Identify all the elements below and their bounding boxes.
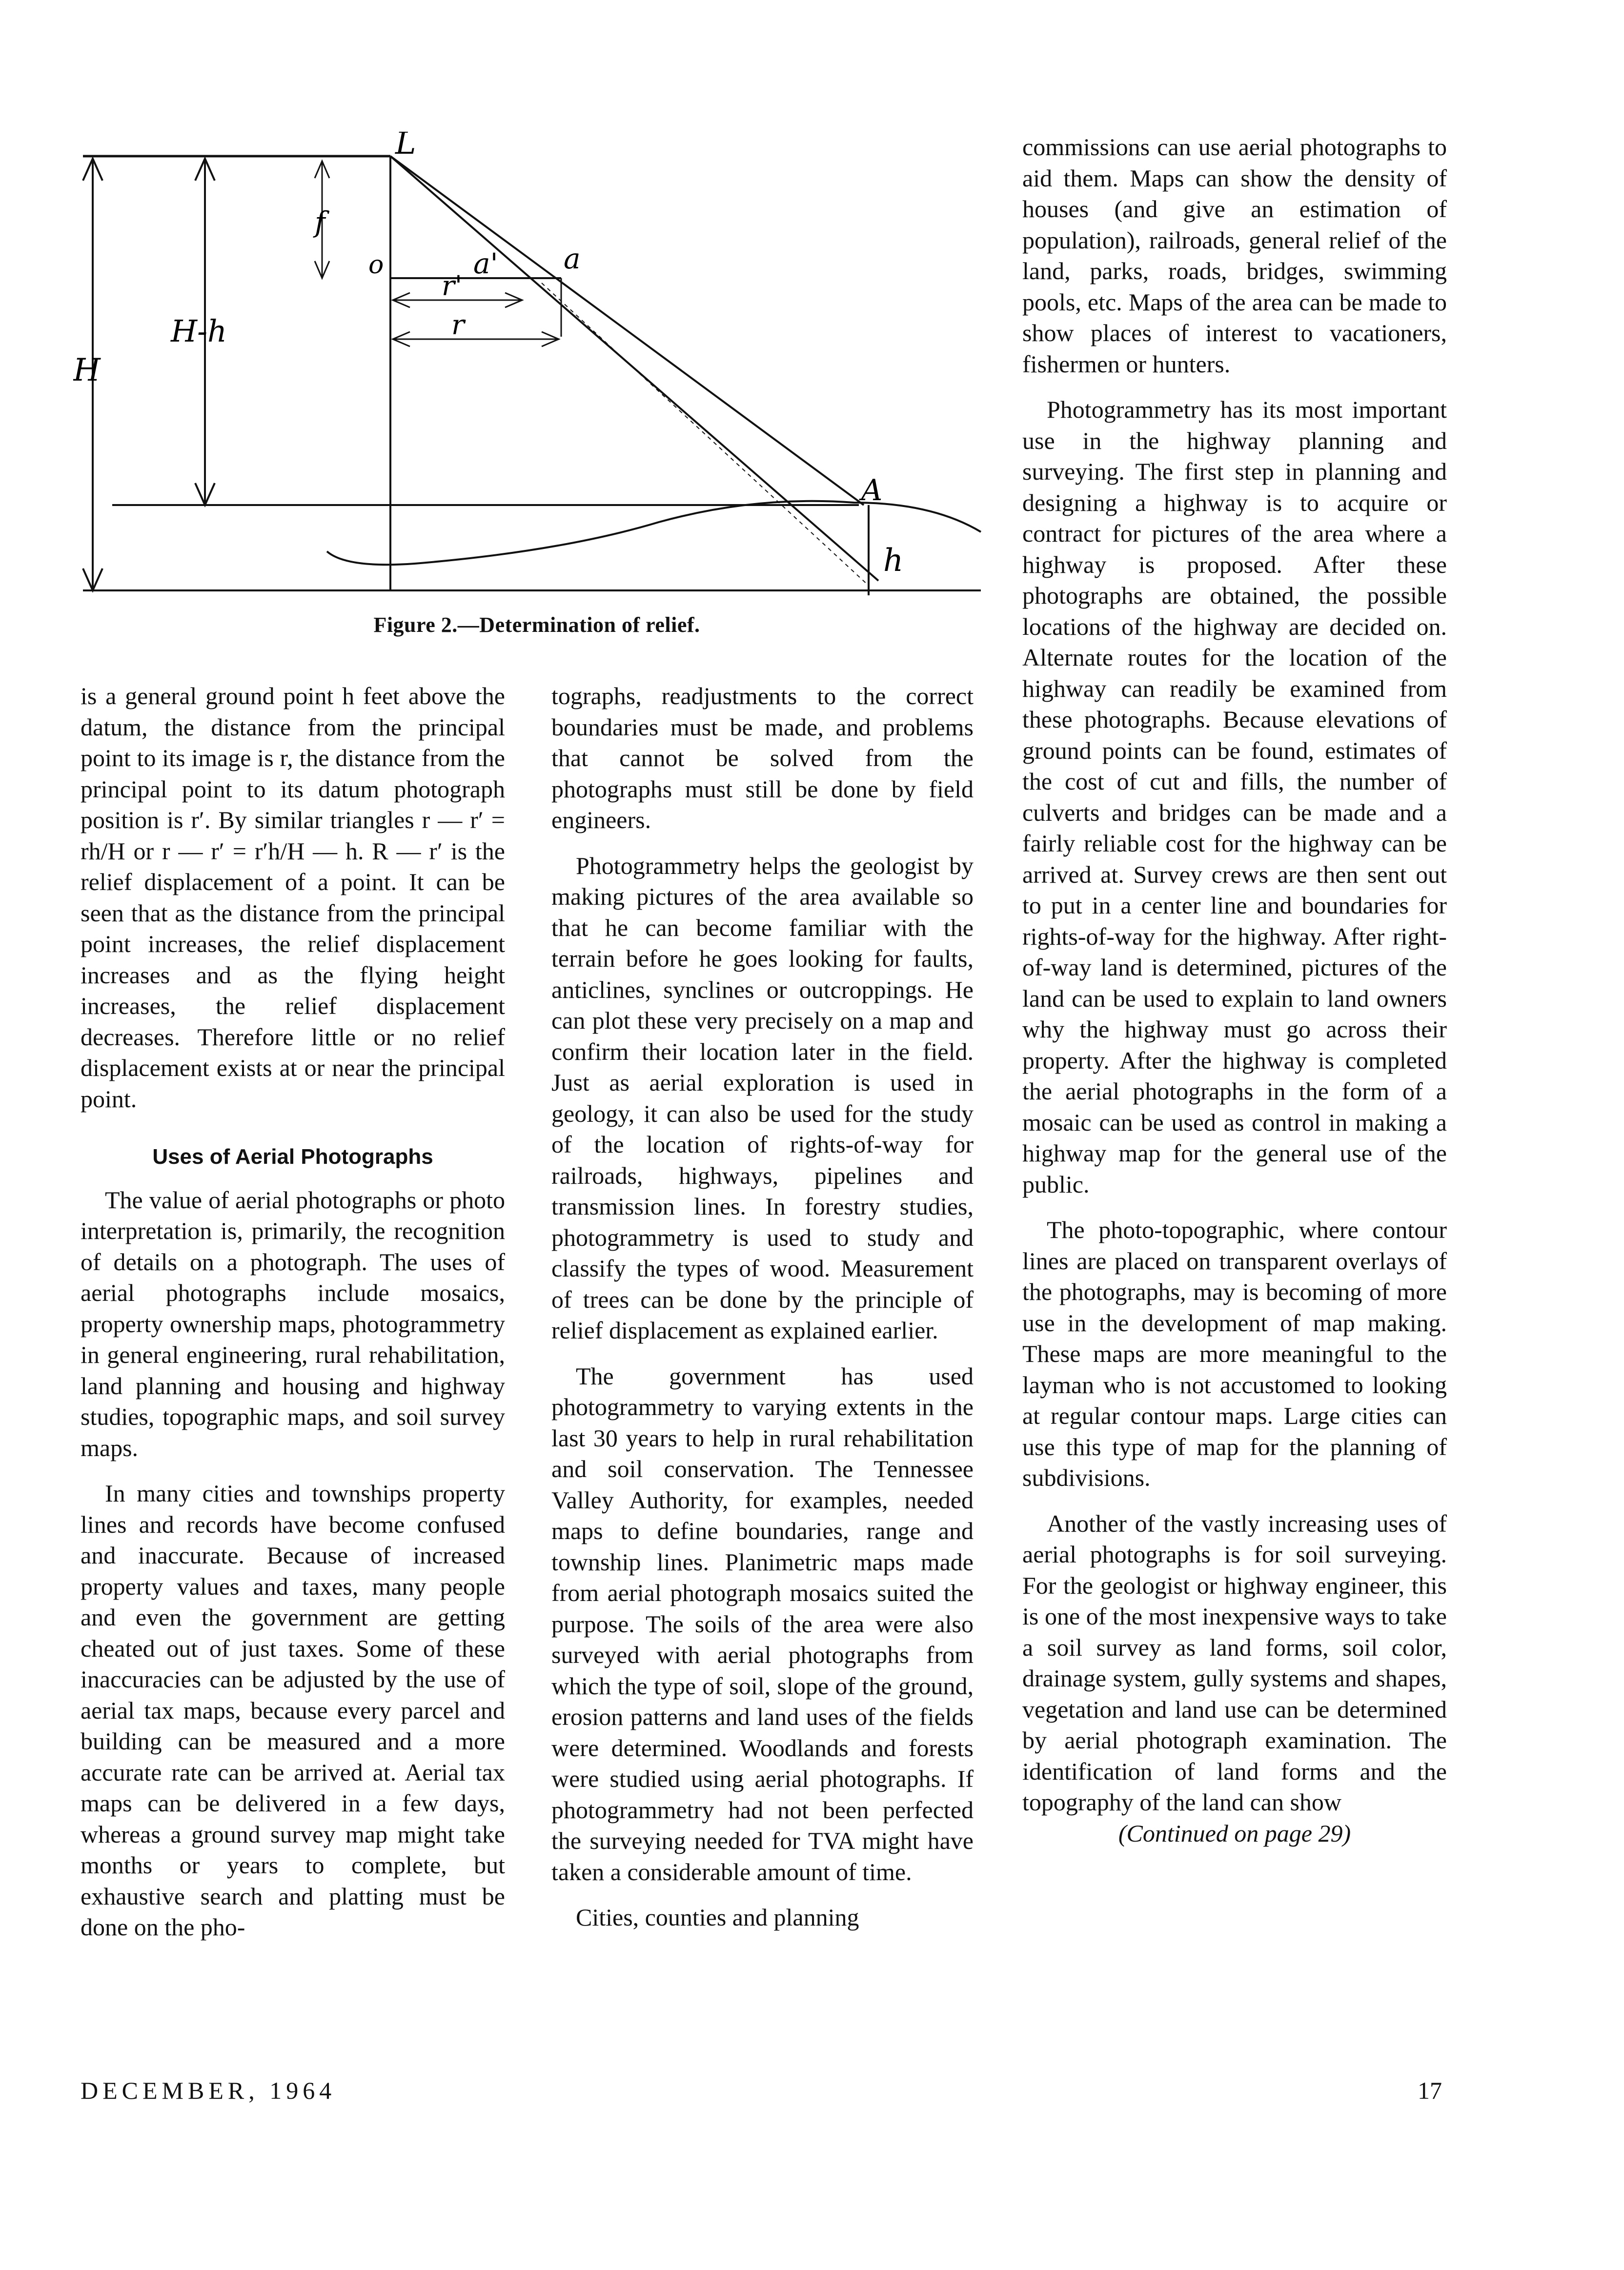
paragraph: Cities, counties and planning — [576, 1904, 859, 1931]
label-H: H — [73, 352, 101, 388]
label-a: a — [564, 242, 581, 275]
label-H-minus-h: H-h — [171, 313, 227, 349]
label-r: r — [451, 309, 465, 341]
paragraph: In many cities and townships property lines and records have become confused and inaccurate. Because of increased property values and taxes, many people and even the government are getting cheated out of just taxes. Some of these inaccuracies can be adjusted by the use of aerial tax maps, because every parcel and building can be measured and a more accurate rate can be arrived at. Aerial tax maps can be delivered in a few days, whereas a ground survey map might take months or years to complete, but exhaustive search and platting must be done on the pho- — [81, 1480, 505, 1941]
paragraph: The value of aerial photographs or photo interpretation is, primarily, the recognition of details on a photograph. The uses of aerial photographs include mosaics, property ownership maps, photogrammetry in general engineering, rural rehabilitation, land planning and housing and highway studies, topographic maps, and soil survey maps. — [81, 1186, 505, 1461]
label-L: L — [395, 132, 416, 162]
paragraph: The photo-topographic, where contour lines are placed on transparent overlays of the photographs, may is becoming of more use in the development of map making. These maps are more meaningful to the layman who is not accustomed to looking at regular contour maps. Large cities can use this type of map for the planning of subdivisions. — [1022, 1216, 1447, 1491]
relief-diagram — [73, 132, 1000, 629]
continued-note: (Continued on page 29) — [1118, 1819, 1351, 1847]
label-o: o — [368, 250, 384, 280]
section-heading: Uses of Aerial Photographs — [152, 1145, 433, 1169]
label-h: h — [883, 543, 904, 579]
paragraph: Photogrammetry helps the geologist by making pictures of the area available so that he can become familiar with the terrain before he goes looking for faults, anticlines, synclines or outcroppings. He can plot these very precisely on a map and confirm their location later in the field. Just as aerial exploration is used in geology, it can also be used for the study of the location of rights-of-way for railroads, highways, pipelines and transmission lines. In forestry studies, photogrammetry is used to study and classify the types of wood. Measurement of trees can be done by the principle of relief displacement as explained earlier. — [551, 851, 974, 1344]
column-2 — [551, 681, 974, 1948]
issue-date: DECEMBER, 1964 — [81, 2077, 336, 2104]
paragraph: The government has used photogrammetry to varying extents in the last 30 years to help in rural rehabilitation and soil conservation. The Tennessee Valley Authority, for examples, needed maps to define boundaries, range and township lines. Planimetric maps made from aerial photograph mosaics suited the purpose. The soils of the area were also surveyed with aerial photographs from which the type of soil, slope of the ground, erosion patterns and land uses of the fields were determined. Woodlands and forests were studied using aerial photographs. If photogrammetry had not been perfected the surveying needed for TVA might have taken a considerable amount of time. — [551, 1362, 974, 1885]
terrain-profile — [327, 501, 981, 565]
column-1 — [81, 681, 505, 1958]
relief-figure — [73, 132, 1000, 629]
paragraph: is a general ground point h feet above the datum, the distance from the principal point to its image is r, the distance from the principal point to its datum photograph position is r′. By similar triangles r — r′ = rh/H or r — r′ = r′h/H — h. R — r′ is the relief displacement of a point. It can be seen that as the distance from the principal point increases, the relief displacement increases and as the flying height increases, the relief displacement decreases. Therefore little or no relief displacement exists at or near the principal point. — [81, 682, 505, 1113]
label-a-prime: a' — [473, 247, 498, 280]
label-r-prime: r' — [442, 270, 463, 302]
column-3 — [1022, 132, 1447, 1864]
paragraph: commissions can use aerial photographs to aid them. Maps can show the density of houses (and give an estimation of population), railroads, general relief of the land, parks, roads, bridges, swimming pools, etc. Maps of the area can be made to show places of interest to vacationers, fishermen or hunters. — [1022, 133, 1447, 378]
label-A: A — [861, 473, 883, 507]
paragraph: Photogrammetry has its most important use in the highway planning and surveying. The first step in planning and designing a highway is to acquire or contract for pictures of the area where a highway is proposed. After these photographs are obtained, the possible locations of the highway are decided on. Alternate routes for the location of the highway can readily be examined from these photographs. Because elevations of ground points can be found, estimates of the cost of cut and fills, the number of culverts and bridges can be made and a fairly reliable cost for the highway can be arrived at. Survey crews are then sent out to put in a center line and boundaries for rights-of-way for the highway. After right-of-way land is determined, pictures of the land can be used to explain to land owners why the highway must go across their property. After the highway is completed the aerial photographs in the form of a mosaic can be used as control in making a highway map for the general use of the public. — [1022, 396, 1447, 1198]
paragraph: Another of the vastly increasing uses of aerial photographs is for soil surveying. For the geologist or highway engineer, this is one of the most inexpensive ways to take a soil survey as land forms, soil color, drainage system, gully systems and shapes, vegetation and land use can be determined by aerial photograph examination. The identification of land forms and the topography of the land can show — [1022, 1509, 1447, 1816]
label-f: f — [315, 205, 325, 239]
figure-caption: Figure 2.—Determination of relief. — [373, 613, 700, 637]
page-number: 17 — [1418, 2077, 1442, 2104]
paragraph: tographs, readjustments to the correct boundaries must be made, and problems that cannot be solved from the photographs must still be done by field engineers. — [551, 682, 974, 833]
